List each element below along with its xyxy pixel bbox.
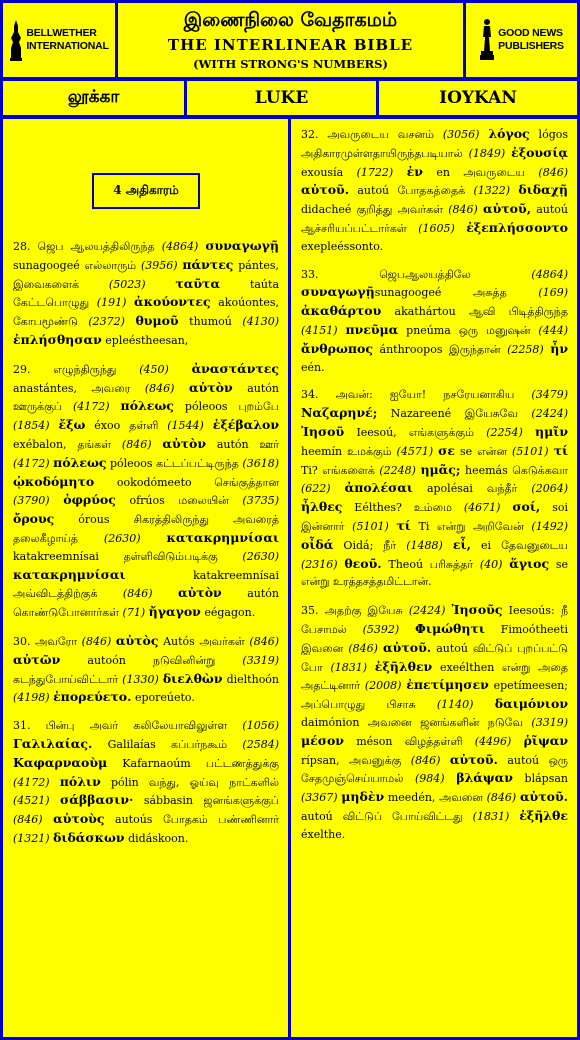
- verse-text: Nazareené இயேசுவே: [377, 407, 532, 421]
- greek-word: ὄρους: [13, 511, 55, 527]
- verse-text: [174, 382, 189, 395]
- verse-text: [523, 426, 535, 439]
- verse-text: méson விழத்தள்ளி: [343, 734, 475, 748]
- greek-word: διδάσκων: [53, 829, 125, 845]
- strongs-number: (3479): [531, 388, 568, 402]
- verse-text: ánthroopos இருந்தான்: [372, 342, 508, 356]
- verse-text: anastántes, அவரை: [13, 381, 145, 395]
- strongs-number: (2630): [103, 531, 141, 545]
- strongs-number: (3319): [242, 653, 279, 667]
- greek-word: ταῦτα: [175, 275, 221, 291]
- verse-text: se என்று உரத்தசத்தமிட்டான்.: [301, 557, 568, 589]
- book-english-text: LUKE: [254, 88, 309, 108]
- chapter-label: 4 அதிகாரம்: [113, 183, 179, 198]
- subtitle: (WITH STRONG'S NUMBERS): [193, 57, 388, 71]
- strongs-number: (1056): [242, 719, 279, 733]
- greek-word: ἐπετίμησεν: [406, 677, 489, 693]
- greek-word: μέσον: [301, 732, 344, 748]
- logo-line-2: PUBLISHERS: [498, 40, 564, 52]
- greek-word: κατακρημνίσαι: [13, 566, 126, 582]
- verse-text: Ieesoús: நீ பேசாமல்: [301, 604, 569, 636]
- verse-text: [393, 166, 406, 179]
- verse-text: 30. அவரோ: [13, 634, 82, 648]
- verse-text: [50, 494, 64, 507]
- strongs-number: (4864): [531, 267, 568, 281]
- verse-paragraph: [13, 632, 279, 707]
- greek-word: ἔξω: [58, 417, 86, 433]
- verse-paragraph: [301, 601, 568, 843]
- verse-text: eégagon.: [200, 606, 256, 620]
- strongs-number: (5392): [362, 622, 400, 636]
- greek-word: ἐξεπλήσσοντο: [466, 219, 568, 235]
- book-name-tamil: [3, 81, 184, 115]
- verse-text: Fimoótheeti இவனை: [301, 622, 568, 655]
- verse-text: órous சிகரத்திலிருந்து அவரைத் தலைகீழாய்த்: [13, 513, 279, 545]
- verse-paragraph: [13, 237, 279, 350]
- greek-word: ἐπορεύετο.: [53, 689, 132, 705]
- verse-text: [204, 419, 213, 432]
- greek-word: τί: [396, 517, 411, 533]
- strongs-number: (2424): [531, 407, 568, 421]
- verse-text: pántes, இவைகளைக்: [13, 258, 279, 291]
- verse-text: 32. அவருடைய வசனம்: [301, 128, 443, 141]
- greek-word: πόλεως: [120, 398, 174, 414]
- strongs-number: (2316): [301, 557, 338, 571]
- verse-text: [399, 623, 415, 636]
- verse-text: [440, 754, 449, 767]
- verse-text: blápsan: [512, 772, 569, 786]
- greek-word: συναγωγῇ: [205, 238, 279, 253]
- strongs-number: (2584): [242, 737, 279, 751]
- strongs-number: (4198): [13, 691, 50, 705]
- greek-word: θυμοῦ: [135, 313, 179, 329]
- verse-text: se என்ன: [454, 444, 512, 458]
- greek-word: ἀναστάντες: [191, 360, 280, 376]
- book-tamil-text: லூக்கா: [67, 87, 120, 107]
- greek-word: διελθὼν: [162, 670, 223, 686]
- greek-word: συναγωγῇ: [301, 284, 375, 300]
- right-column: [291, 119, 577, 1037]
- greek-word: ἐξουσίᾳ: [511, 144, 568, 160]
- greek-word: ῥῖψαν: [523, 732, 568, 748]
- verse-text: lógos அதிகாரமுள்ளதாயிருந்தபடியால்: [301, 128, 568, 160]
- verse-text: autoús போதகம் பண்ணினார்: [104, 813, 280, 827]
- strongs-number: (450): [139, 362, 169, 376]
- greek-word: ημᾶς;: [420, 461, 461, 477]
- greek-word: ἀκούοντες: [134, 294, 211, 310]
- verse-text: [479, 128, 488, 141]
- verse-text: éxelthe.: [301, 827, 346, 841]
- verse-text: [110, 400, 121, 413]
- verse-text: autoú ஒரு சேதமுஞ்செய்யாமல்: [301, 753, 568, 786]
- greek-word: πάντες: [182, 256, 234, 272]
- greek-word: Γαλιλαίας.: [13, 735, 93, 751]
- greek-word: σοί,: [512, 499, 541, 515]
- greek-word: Ναζαρηνέ;: [301, 405, 378, 421]
- title-block: [118, 3, 463, 77]
- strongs-number: (4172): [13, 456, 50, 470]
- verse-text: ei தேவனுடைய: [470, 538, 568, 552]
- strongs-number: (169): [538, 286, 568, 300]
- strongs-number: (3618): [242, 456, 279, 470]
- verse-text: sunagoogeé எல்லாரும்: [13, 258, 141, 272]
- verse-text: akathártou ஆவி பிடித்திருந்த: [381, 305, 568, 319]
- strongs-number: (4671): [463, 501, 501, 515]
- strongs-number: (3735): [242, 494, 279, 508]
- greek-word: ἦν: [550, 340, 569, 356]
- verse-text: rípsan, அவனுக்கு: [301, 753, 411, 767]
- strongs-number: (2008): [364, 679, 402, 693]
- verse-text: daimónion அவனை ஜனங்களின் நடுவே: [301, 715, 532, 729]
- verse-text: heemín உமக்கும்: [301, 444, 397, 458]
- verse-text: [367, 661, 375, 674]
- verse-paragraph: [13, 360, 279, 622]
- verse-text: Autós அவர்கள்: [158, 634, 250, 648]
- verse-text: dielthoón: [222, 672, 280, 686]
- greek-word: αὐτοῦ.: [519, 789, 569, 805]
- strongs-number: (1544): [167, 419, 204, 433]
- greek-word: ἦλθες: [301, 499, 343, 515]
- greek-word: ἐν: [406, 163, 423, 179]
- greek-word: αὐτοῦ.: [449, 751, 498, 767]
- strongs-number: (2372): [88, 315, 125, 329]
- greek-word: αὐτὸν: [188, 379, 233, 395]
- title-english: THE INTERLINEAR BIBLE: [167, 36, 414, 54]
- verse-text: didáskoon.: [124, 831, 189, 845]
- greek-word: λόγος: [488, 126, 530, 141]
- verse-text: pólin வந்து, ஓய்வு நாட்களில்: [100, 775, 280, 789]
- greek-word: Φιμώθητι: [415, 620, 485, 636]
- bellwether-logo: [3, 3, 115, 77]
- verse-text: exébalon, தங்கள்: [13, 437, 122, 451]
- strongs-number: (2064): [531, 482, 568, 496]
- book-greek-text: IOYKAN: [439, 88, 517, 108]
- strongs-number: (1492): [531, 519, 568, 533]
- greek-word: μηδὲν: [341, 789, 385, 805]
- strongs-number: (3056): [442, 128, 480, 141]
- good-news-logo: [466, 3, 577, 77]
- greek-word: αὐτὸν: [162, 435, 207, 451]
- strongs-number: (3367): [301, 791, 338, 805]
- logo-line-1: GOOD NEWS: [498, 27, 563, 39]
- verse-text: sunagoogeé அசுத்த: [374, 286, 539, 300]
- strongs-number: (4864): [161, 240, 199, 253]
- chapter-heading: [92, 173, 200, 209]
- verse-text: [169, 363, 192, 376]
- verse-text: [126, 296, 134, 309]
- verse-text: [152, 438, 163, 451]
- verse-text: eén.: [301, 360, 325, 374]
- greek-word: ἅγιος: [509, 555, 550, 571]
- greek-word: ημῖν: [535, 423, 569, 439]
- strongs-number: (1722): [356, 165, 394, 179]
- greek-word: εἶ,: [452, 536, 471, 552]
- verse-text: Kafarnaoúm பட்டணத்துக்கு: [107, 756, 279, 770]
- verse-text: meedén, அவனை: [384, 791, 487, 805]
- greek-word: σε: [438, 442, 455, 458]
- verse-text: soi இன்னார்: [301, 501, 568, 533]
- strongs-number: (846): [121, 437, 152, 451]
- verse-paragraph: [301, 125, 568, 256]
- greek-word: ἐξῆλθε: [519, 807, 568, 823]
- verse-text: [473, 698, 494, 711]
- strongs-number: (2630): [242, 549, 279, 563]
- strongs-number: (984): [414, 772, 445, 786]
- strongs-number: (1321): [13, 831, 50, 845]
- verse-text: autoón நடுவினின்று: [60, 653, 243, 667]
- left-verses: [13, 237, 279, 848]
- bell-icon: [9, 18, 23, 62]
- logo-line-1: BELLWETHER: [26, 27, 97, 39]
- verse-text: Galilaías கப்பர்நகூம்: [92, 737, 243, 751]
- verse-text: 31. பின்பு அவர் கலிலேயாவிலுள்ள: [13, 719, 243, 733]
- strongs-number: (1140): [436, 698, 474, 712]
- verse-text: en அவருடைய: [422, 165, 539, 179]
- verse-text: epleéstheesan,: [101, 333, 189, 347]
- verse-paragraph: [301, 266, 568, 377]
- logo-line-2: INTERNATIONAL: [26, 40, 109, 52]
- verse-text: autón ஊர்: [206, 437, 280, 451]
- strongs-number: (1831): [330, 660, 368, 674]
- verse-paragraph: [13, 717, 279, 848]
- strongs-number: (40): [479, 557, 503, 571]
- right-verses: [301, 125, 568, 843]
- greek-word: αὐτοὺς: [53, 811, 105, 827]
- greek-word: Ἰησοῦ: [301, 423, 345, 439]
- greek-word: ἤγαγον: [148, 604, 201, 620]
- strongs-number: (5101): [511, 444, 549, 458]
- strongs-number: (1854): [13, 419, 50, 433]
- verse-text: autoú ஆச்சரியப்பட்டார்கள்: [301, 203, 568, 235]
- verse-text: éxoo தள்ளி: [85, 419, 168, 433]
- greek-word: πόλεως: [53, 454, 107, 470]
- strongs-number: (5023): [108, 277, 146, 291]
- greek-word: αὐτὸν: [178, 585, 222, 601]
- verse-text: Ieesoú, எங்களுக்கும்: [344, 425, 487, 439]
- greek-word: ἀκαθάρτου: [301, 303, 382, 319]
- strongs-number: (4130): [242, 315, 279, 329]
- verse-text: 34. அவன்: ஐயோ! நசரேயனாகிய: [301, 388, 532, 402]
- greek-word: ἄνθρωπος: [301, 340, 373, 356]
- book-name-english: [187, 81, 376, 115]
- verse-text: [445, 772, 457, 785]
- greek-word: ἐξέβαλον: [212, 417, 280, 433]
- strongs-number: (846): [249, 634, 280, 648]
- verse-text: [50, 776, 60, 789]
- verse-text: heemás கெடுக்கவா: [460, 463, 569, 477]
- verse-text: autoú போதகத்தைக்: [349, 184, 474, 198]
- greek-word: ἐξῆλθεν: [374, 658, 433, 674]
- verse-text: 28. ஜெப ஆலயத்திலிருந்த: [13, 240, 162, 253]
- verse-text: [443, 539, 453, 552]
- strongs-number: (1605): [418, 221, 455, 235]
- verse-text: [125, 315, 136, 328]
- verse-text: taúta கேட்டபொழுது: [13, 277, 279, 310]
- verse-text: ookodómeeto செங்குத்தான: [94, 475, 279, 489]
- book-name-greek: [379, 81, 577, 115]
- greek-word: σάββασιν·: [60, 792, 134, 808]
- greek-word: οἶδά: [301, 536, 334, 552]
- strongs-number: (1330): [122, 672, 159, 686]
- strongs-number: (71): [122, 606, 146, 620]
- strongs-number: (5101): [352, 519, 389, 533]
- verse-text: [153, 587, 179, 600]
- greek-word: ἀπολέσαι: [344, 480, 413, 496]
- verse-text: póleoos கட்டப்பட்டிருந்த: [106, 456, 243, 470]
- strongs-number: (622): [301, 482, 331, 496]
- strongs-number: (3319): [531, 715, 568, 729]
- verse-text: katakreemnísai தள்ளிவிடும்படிக்கு: [13, 549, 243, 563]
- verse-text: [500, 501, 512, 514]
- verse-text: [511, 735, 523, 748]
- strongs-number: (1831): [472, 809, 510, 823]
- strongs-number: (846): [486, 791, 517, 805]
- strongs-number: (2248): [379, 463, 416, 477]
- strongs-number: (4521): [13, 794, 50, 808]
- verse-text: 29. எழுந்திருந்து: [13, 362, 140, 376]
- strongs-number: (191): [96, 296, 127, 310]
- strongs-number: (3956): [140, 258, 178, 272]
- verse-text: 35. அதற்கு இயேசு: [301, 604, 409, 618]
- verse-text: exousía: [301, 165, 357, 179]
- greek-word: αὐτὸς: [115, 632, 159, 648]
- verse-text: [331, 482, 345, 495]
- greek-word: πνεῦμα: [345, 321, 399, 337]
- left-column: [3, 119, 288, 1037]
- verse-text: [140, 532, 166, 545]
- verse-text: katakreemnísai அவ்விடத்திற்குக்: [13, 568, 279, 601]
- verse-text: epetímeesen; அப்பொழுது பிசாசு: [301, 679, 568, 712]
- verse-text: póleoos புறம்பே: [173, 400, 279, 414]
- verse-text: autoú விட்டுப் போய்விட்டது: [301, 809, 473, 823]
- verse-text: கடந்துபோய்விட்டார்: [13, 672, 123, 686]
- verse-text: Ti? எங்களைக்: [301, 463, 380, 477]
- greek-word: θεοῦ.: [344, 555, 382, 571]
- strongs-number: (4496): [474, 734, 512, 748]
- greek-word: αὐτῶν: [13, 651, 61, 667]
- strongs-number: (2424): [408, 604, 446, 618]
- greek-word: ὀφρύος: [63, 492, 116, 508]
- greek-word: πόλιν: [59, 773, 101, 789]
- strongs-number: (3790): [13, 494, 50, 508]
- greek-word: Ἰησοῦς: [451, 602, 503, 618]
- strongs-number: (4172): [13, 775, 50, 789]
- strongs-number: (846): [81, 634, 112, 648]
- verse-text: exepleéssonto.: [301, 239, 384, 253]
- strongs-number: (846): [122, 587, 153, 601]
- title-tamil: இணைநிலை வேதாகமம்: [183, 9, 398, 31]
- strongs-number: (846): [144, 381, 175, 395]
- verse-text: ofrúos மலையின்: [115, 494, 243, 508]
- verse-text: Eélthes? உம்மை: [342, 501, 464, 515]
- strongs-number: (846): [448, 203, 478, 217]
- verse-text: autoú விட்டுப் புறப்பட்டு போ: [301, 641, 568, 674]
- greek-word: διδαχῇ: [518, 182, 569, 198]
- greek-word: δαιμόνιον: [494, 696, 568, 712]
- verse-text: didacheé குறித்து அவர்கள்: [301, 203, 449, 217]
- verse-text: Oidá; நீர்: [333, 538, 407, 552]
- verse-paragraph: [301, 386, 568, 591]
- strongs-number: (846): [13, 813, 43, 827]
- greek-word: Καφαρναοὺμ: [13, 754, 108, 770]
- verse-text: akoúontes, கோபமூண்டு: [13, 296, 279, 329]
- greek-word: ᾠκοδόμητο: [13, 473, 95, 489]
- verse-text: [43, 813, 54, 826]
- greek-word: ἐπλήσθησαν: [13, 331, 102, 347]
- strongs-number: (2258): [507, 342, 544, 356]
- verse-text: [145, 278, 175, 291]
- verse-text: autón ஊருக்குப்: [13, 381, 279, 414]
- strongs-number: (1322): [473, 184, 511, 198]
- greek-word: αὐτοῦ.: [301, 182, 350, 198]
- strongs-number: (2254): [486, 425, 523, 439]
- verse-text: apolésai வந்தீர்: [412, 482, 532, 496]
- strongs-number: (846): [538, 165, 568, 179]
- greek-word: βλάψαν: [456, 770, 513, 786]
- greek-word: αὐτοῦ.: [383, 639, 432, 655]
- greek-word: αὐτοῦ,: [482, 201, 532, 217]
- verse-text: thumoú: [178, 315, 243, 329]
- verse-text: sábbasin ஜனங்களுக்குப்: [133, 794, 279, 808]
- verse-text: [509, 810, 519, 823]
- verse-text: [50, 794, 60, 807]
- verse-text: exeélthen என்று அதை அதட்டினார்: [301, 660, 568, 693]
- verse-text: [455, 222, 466, 235]
- greek-word: τί: [553, 442, 569, 458]
- verse-text: 33. ஜெபஆலயத்திலே: [301, 267, 532, 281]
- verse-text: Theoú பரிசுத்தர்: [381, 557, 480, 571]
- strongs-number: (846): [348, 641, 378, 655]
- statue-icon: [479, 17, 495, 63]
- verse-text: pneúma ஒரு மனுஷன்: [398, 323, 539, 337]
- greek-word: κατακρημνίσαι: [166, 529, 279, 545]
- strongs-number: (4571): [396, 444, 434, 458]
- strongs-number: (444): [538, 323, 569, 337]
- strongs-number: (1488): [406, 538, 443, 552]
- strongs-number: (846): [410, 753, 441, 767]
- verse-text: autón கொண்டுபோனார்கள்: [13, 587, 279, 620]
- verse-text: eporeúeto.: [131, 691, 195, 705]
- strongs-number: (4151): [301, 323, 338, 337]
- strongs-number: (4172): [72, 400, 110, 414]
- strongs-number: (1849): [468, 146, 506, 160]
- verse-text: Ti என்று அறிவேன்: [410, 519, 532, 533]
